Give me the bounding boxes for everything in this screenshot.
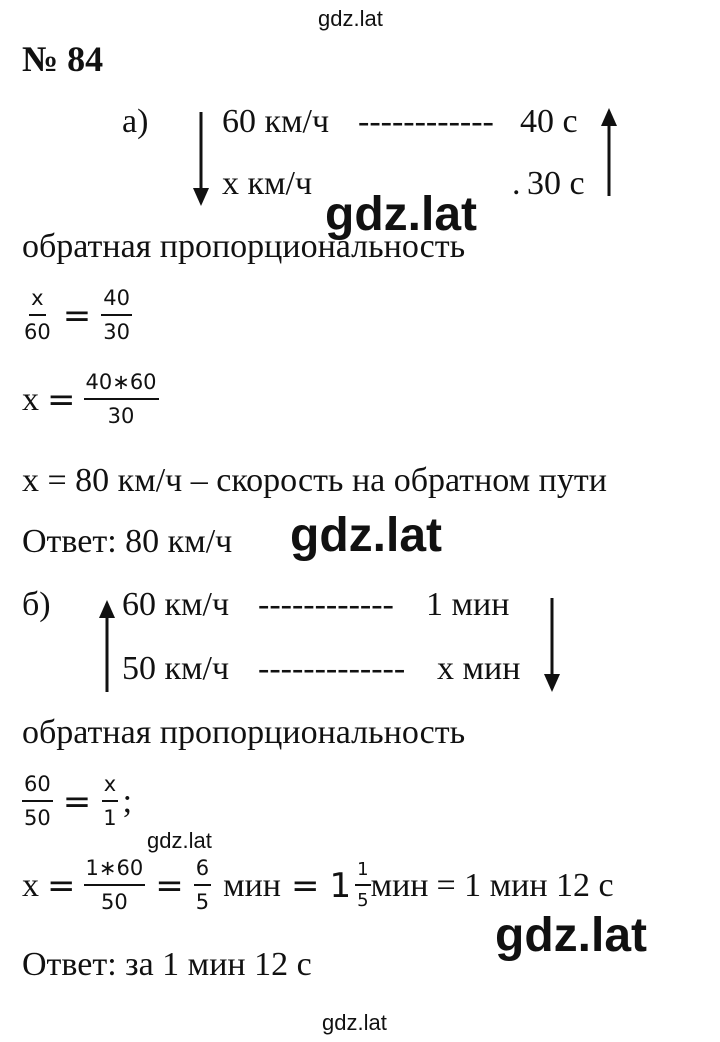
fraction: $\frac{40∗60}{30}$ [85,370,157,428]
fraction: $\frac{60}{50}$ [24,772,51,830]
part-a-result: x = 80 км/ч – скорость на обратном пути [22,462,607,499]
watermark-mid-b: gdz.lat [147,828,212,853]
part-a-proportion: $\frac{x}{60}$ = $\frac{40}{30}$ [24,286,130,344]
part-a-solve: x = $\frac{40∗60}{30}$ [22,370,157,428]
problem-title: № 84 [22,39,104,79]
down-arrow-icon [541,598,563,694]
watermark-answer-a: gdz.lat [290,509,442,562]
down-arrow-icon [190,112,212,208]
watermark-top: gdz.lat [318,6,383,31]
part-a-label: а) [122,103,149,140]
part-b-proportion: $\frac{60}{50}$ = $\frac{x}{1}$ ; [24,772,133,830]
watermark-lower-right: gdz.lat [495,909,647,962]
part-a-row1-dashes: ------------ [358,103,494,140]
part-b-label: б) [22,586,51,623]
part-a-relation: обратная пропорциональность [22,228,466,265]
part-b-answer: Ответ: за 1 мин 12 с [22,946,312,983]
part-b-row2-speed: 50 км/ч [122,650,230,687]
fraction: $\frac{x}{60}$ [24,286,51,344]
part-b-row1-dashes: ------------ [258,586,394,623]
fraction: $\frac{40}{30}$ [103,286,130,344]
watermark-mid-a: gdz.lat [325,188,477,241]
watermark-bottom: gdz.lat [322,1010,387,1035]
part-a-row1-time: 40 с [520,103,578,140]
part-a-answer: Ответ: 80 км/ч [22,523,233,560]
part-a-row2-dashes: . [512,165,521,202]
part-b-row2-dashes: ------------- [258,650,406,687]
up-arrow-icon [96,600,118,692]
part-a-row2-time: 30 с [527,165,585,202]
part-b-row2-time: x мин [437,650,521,687]
part-a-row2-speed: x км/ч [222,165,313,202]
part-b-row1-time: 1 мин [426,586,510,623]
fraction: $\frac{x}{1}$ [103,772,117,830]
fraction: $\frac{1∗60}{50}$ [85,856,144,914]
part-b-relation: обратная пропорциональность [22,714,466,751]
mixed-number: 1 $\frac{1}{5}$ [329,859,369,911]
part-b-solve: x = $\frac{1∗60}{50}$ = $\frac{6}{5}$ мин = 1 $\frac{1}{5}$ мин = 1 мин 12 с [22,856,614,914]
part-b-row1-speed: 60 км/ч [122,586,230,623]
up-arrow-icon [598,108,620,196]
fraction: $\frac{6}{5}$ [195,856,210,914]
part-a-row1-speed: 60 км/ч [222,103,330,140]
